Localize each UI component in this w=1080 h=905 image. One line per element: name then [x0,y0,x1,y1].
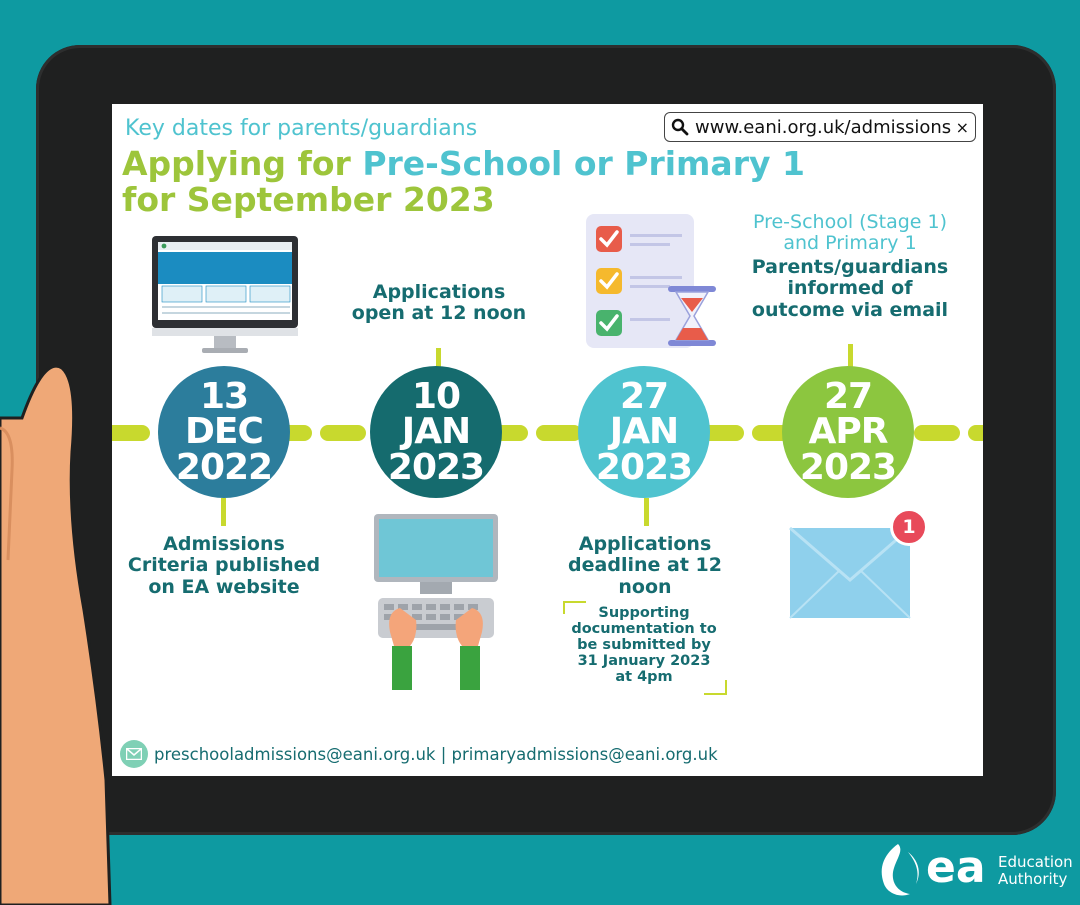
logo-ea-text: ea [926,842,986,893]
title-part1: Applying for [122,144,363,183]
laptop-typing-icon [370,512,502,694]
url-search-bar[interactable] [664,112,976,142]
date-month-2: JAN [401,411,471,453]
tablet-screen [112,104,983,776]
date-year-1: 2022 [175,446,273,488]
milestone-label-4: Parents/guardians informed of outcome via email [751,256,949,321]
stem-1 [221,498,226,526]
supporting-note: Supporting documentation to be submitted by 31 January 2023 at 4pm [571,605,717,685]
date-day-1: 13 [199,376,249,418]
close-icon[interactable]: × [955,117,969,137]
date-day-3: 27 [619,376,669,418]
logo-org-line1: Education [998,853,1073,871]
stem-3 [644,498,649,526]
notification-count: 1 [902,516,916,538]
checklist-icon [584,212,724,352]
date-day-4: 27 [823,376,873,418]
milestone-label-2: Applications open at 12 noon [351,281,527,325]
search-url-text[interactable]: www.eani.org.uk/admissions [695,116,952,138]
logo-org-line2: Authority [998,869,1068,888]
page-title [122,144,805,183]
logo-mark-icon [870,842,926,900]
title-highlight: Pre-School or Primary 1 [362,144,805,183]
contact-email-text[interactable]: preschooladmissions@eani.org.uk | primaryadmissions@eani.org.uk [154,744,718,764]
date-month-1: DEC [185,411,263,453]
date-month-3: JAN [609,411,679,453]
date-circle-1 [158,366,290,498]
milestone-label-3: Applications deadline at 12 noon [568,533,722,598]
date-year-4: 2023 [799,446,897,488]
date-year-2: 2023 [387,446,485,488]
page-title-line2: for September 2023 [122,180,495,219]
logo-org-name [998,854,1073,887]
milestone-label-4-light: Pre-School (Stage 1) and Primary 1 [752,211,948,255]
page-subtitle: Key dates for parents/guardians [125,116,478,141]
date-circle-4 [782,366,914,498]
milestone-label-1: Admissions Criteria published on EA website [127,533,321,598]
contact-emails [120,740,718,768]
date-month-4: APR [808,411,888,453]
date-day-2: 10 [411,376,461,418]
hand-illustration [0,0,140,905]
monitor-icon [150,236,300,356]
ea-logo [866,840,1080,902]
notification-badge [890,508,928,546]
date-year-3: 2023 [595,446,693,488]
date-circle-3 [578,366,710,498]
search-icon [671,118,689,136]
date-circle-2 [370,366,502,498]
